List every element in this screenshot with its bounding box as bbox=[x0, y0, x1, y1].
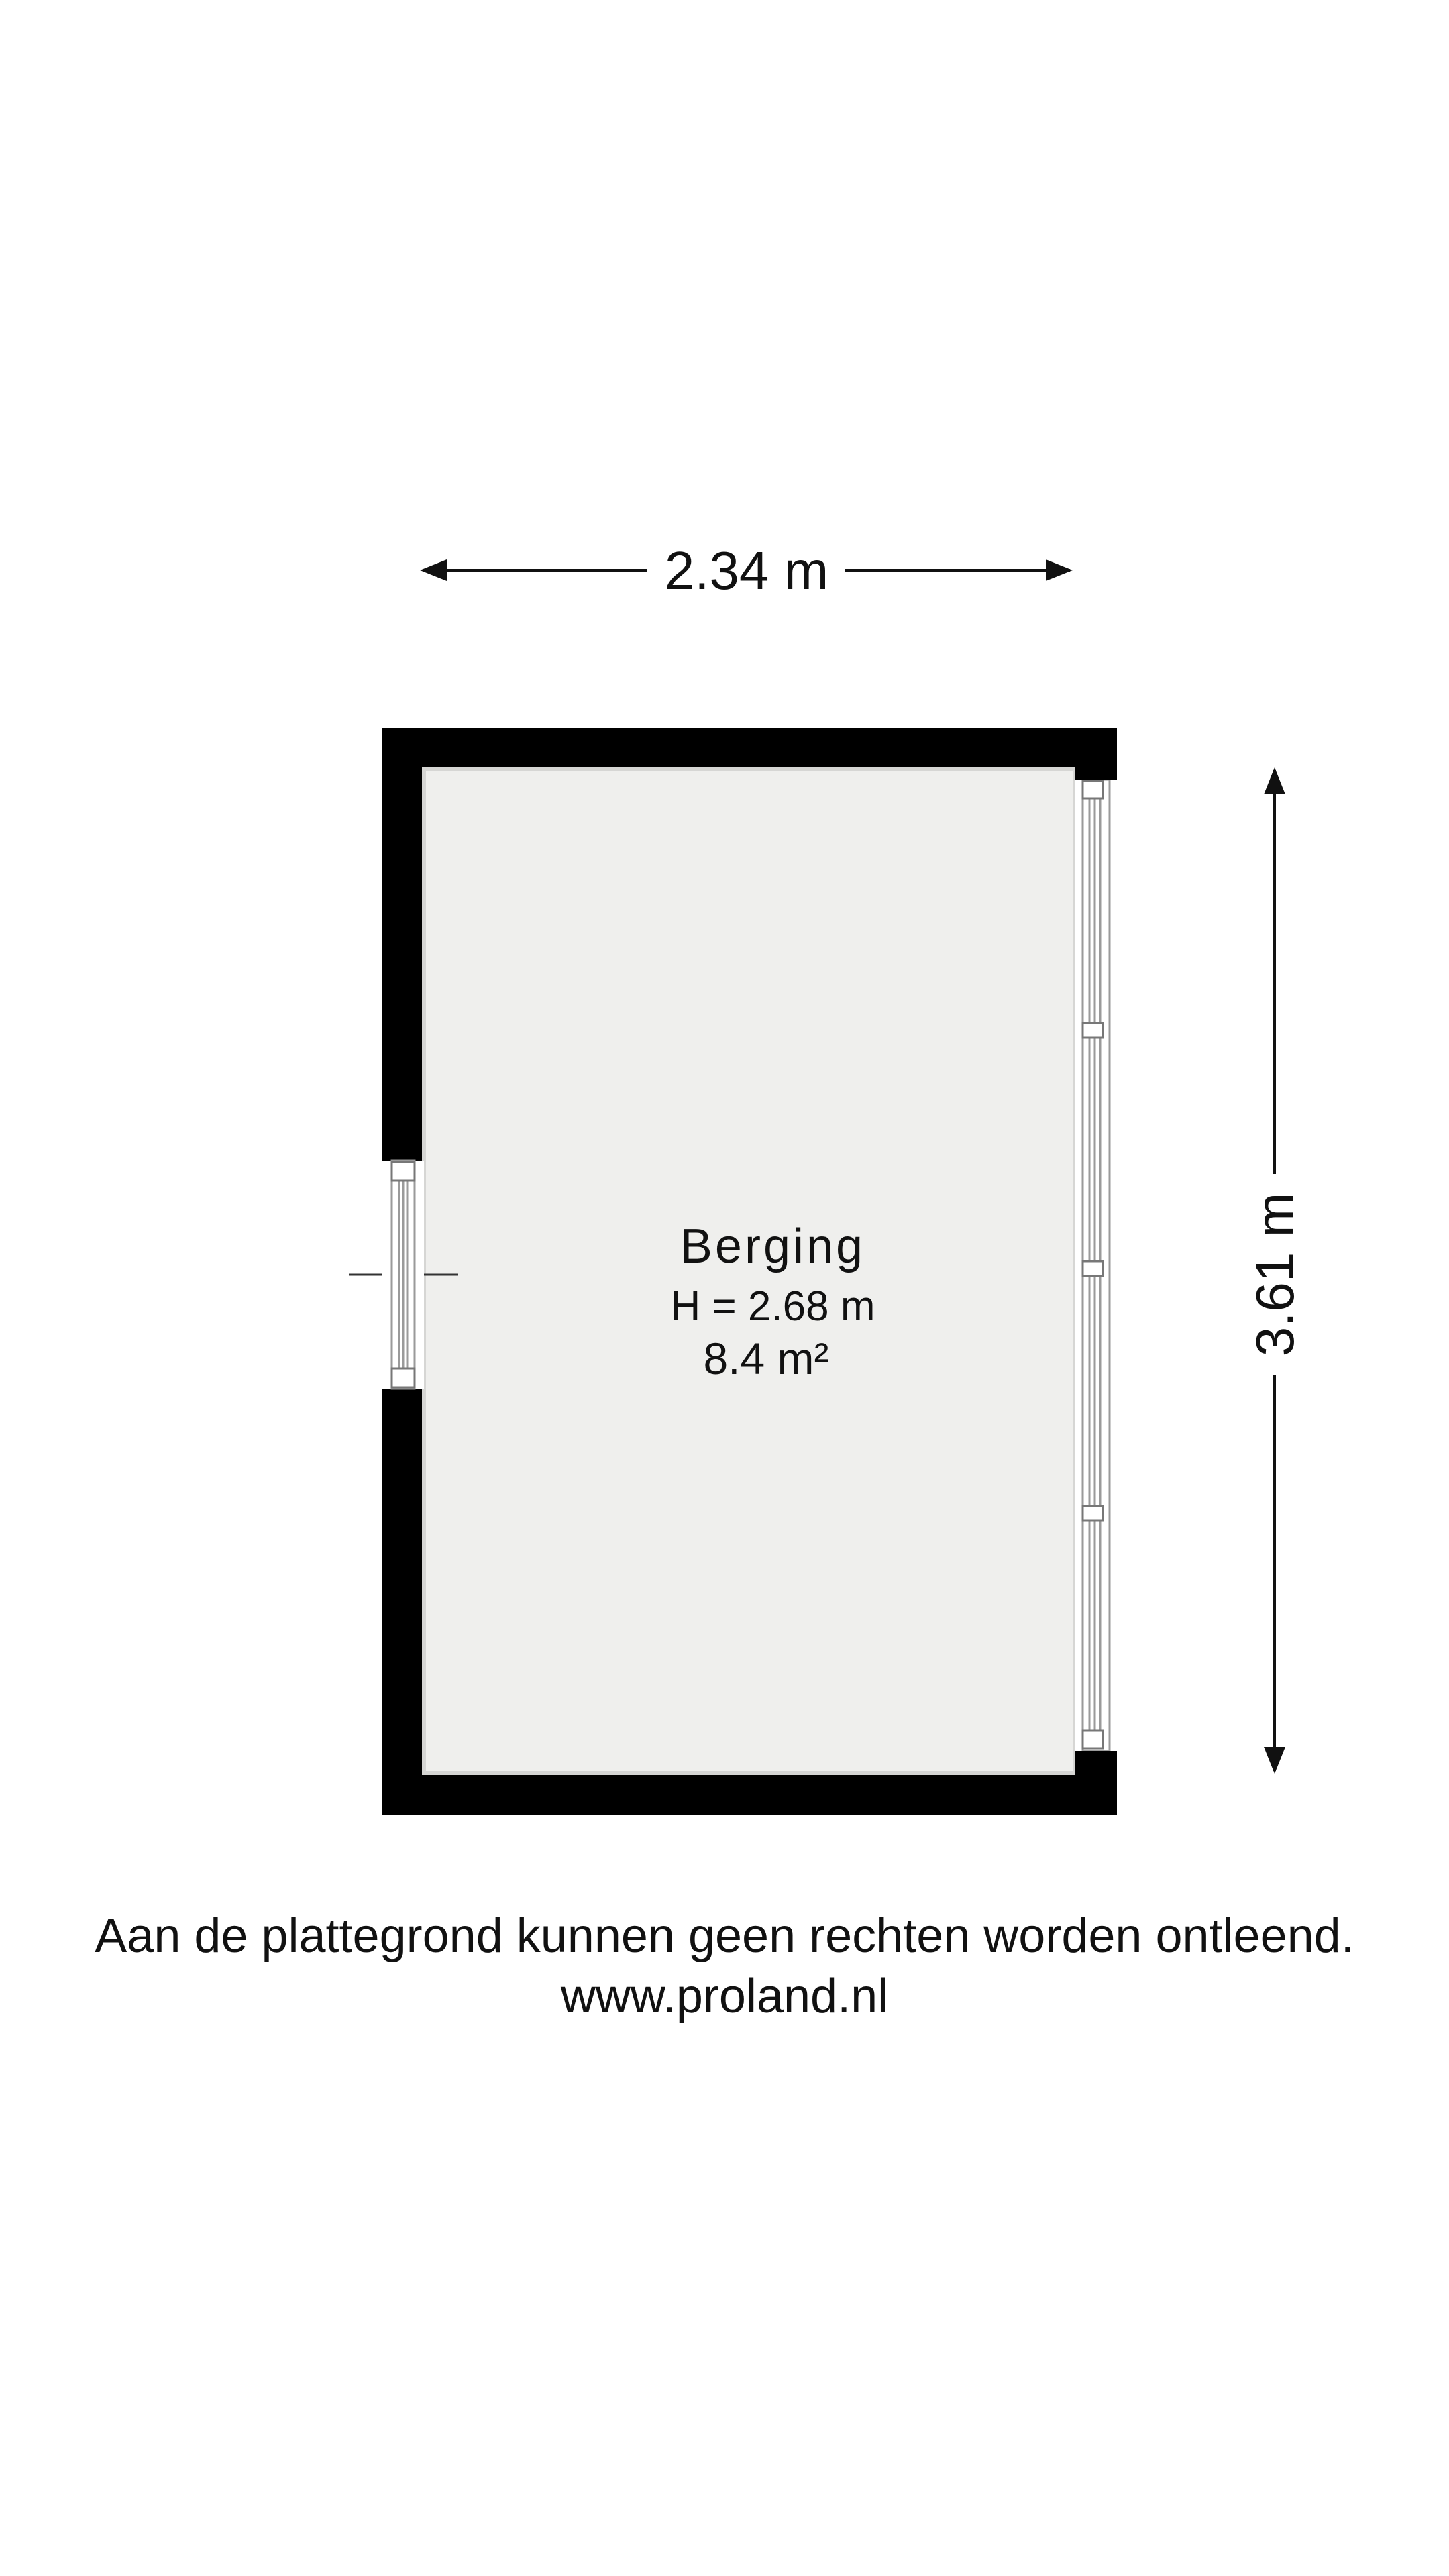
depth-dimension-label: 3.61 m bbox=[1245, 1192, 1305, 1357]
room-name: Berging bbox=[680, 1220, 866, 1273]
room-area: 8.4 m² bbox=[703, 1334, 829, 1383]
room-berging bbox=[349, 728, 1117, 1815]
right-window-strip bbox=[1075, 728, 1117, 1815]
disclaimer-text: Aan de plattegrond kunnen geen rechten worden ontleend. bbox=[95, 1909, 1354, 1963]
depth-dimension bbox=[1245, 770, 1305, 1771]
width-dimension bbox=[423, 541, 1070, 600]
width-dimension-label: 2.34 m bbox=[664, 541, 829, 600]
room-height: H = 2.68 m bbox=[670, 1283, 875, 1330]
website-text: www.proland.nl bbox=[560, 1970, 889, 2023]
